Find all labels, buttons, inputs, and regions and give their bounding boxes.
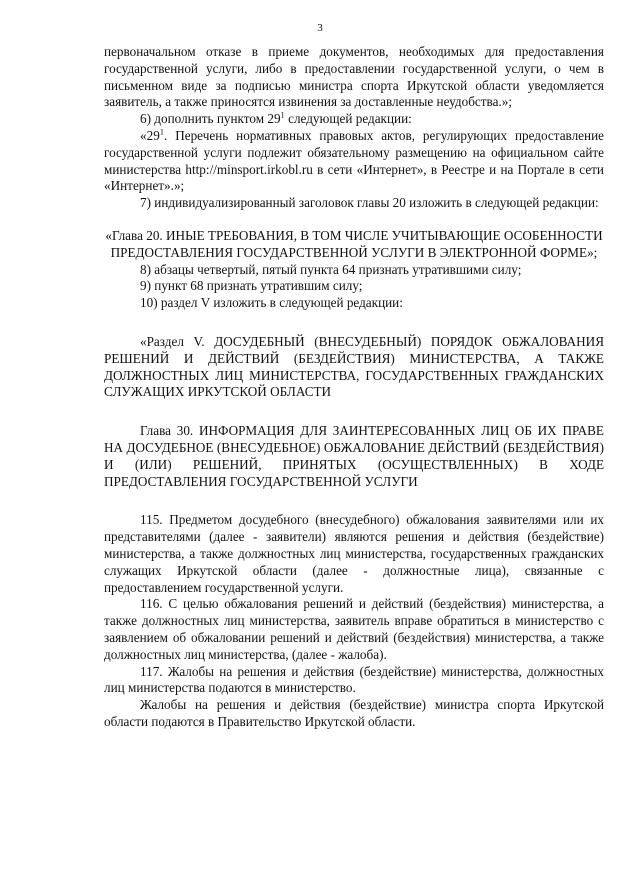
item-6-text-end: следующей редакции: (284, 111, 412, 127)
paragraph-complaints-government: Жалобы на решения и действия (бездействие) министра спорта Иркутской области подаются в Правительство Иркутской области. (104, 697, 604, 729)
heading-section-5: «Раздел V. ДОСУДЕБНЫЙ (ВНЕСУДЕБНЫЙ) ПОРЯДОК ОБЖАЛОВАНИЯ РЕШЕНИЙ И ДЕЙСТВИЙ (БЕЗДЕЙСТВИЯ) МИНИСТЕРСТВА, А ТАКЖЕ ДОЛЖНОСТНЫХ ЛИЦ МИНИСТЕРСТВА, ГОСУДАРСТВЕННЫХ ГРАЖДАНСКИХ СЛУЖАЩИХ ИРКУТСКОЙ ОБЛАСТИ (104, 333, 604, 400)
paragraph-point-116: 116. С целью обжалования решений и действий (бездействия) министерства, а также должностных лиц министерства, заявитель вправе обратиться в министерство с заявлением об обжаловании решений и действий (бездействия) министерства, а также должностных лиц министерства, (далее - жалоба). (104, 596, 604, 662)
item-6-text: 6) дополнить пунктом 29 (140, 111, 281, 127)
point-29-superscript: 1 (159, 126, 165, 137)
paragraph-point-29-1 (104, 128, 604, 195)
heading-chapter-20: «Глава 20. ИНЫЕ ТРЕБОВАНИЯ, В ТОМ ЧИСЛЕ УЧИТЫВАЮЩИЕ ОСОБЕННОСТИ ПРЕДОСТАВЛЕНИЯ ГОСУДАРСТВЕННОЙ УСЛУГИ В ЭЛЕКТРОННОЙ ФОРМЕ»; (105, 227, 603, 260)
paragraph-point-115: 115. Предметом досудебного (внесудебного) обжалования заявителями или их представителями (далее - заявители) являются решения и действия (бездействие) министерства, а также должностных лиц министерства, государственных гражданских служащих Иркутской области (далее - должностные лица), связанные с предоставлением государственной услуги. (104, 512, 604, 595)
document-body (104, 44, 604, 731)
paragraph-point-117: 117. Жалобы на решения и действия (бездействие) министерства, должностных лиц министерства подаются в министерство. (104, 663, 604, 696)
paragraph-item-8: 8) абзацы четвертый, пятый пункта 64 признать утратившими силу; (140, 261, 522, 277)
heading-chapter-30: Глава 30. ИНФОРМАЦИЯ ДЛЯ ЗАИНТЕРЕСОВАННЫХ ЛИЦ ОБ ИХ ПРАВЕ НА ДОСУДЕБНОЕ (ВНЕСУДЕБНОЕ) ОБЖАЛОВАНИЕ ДЕЙСТВИЙ (БЕЗДЕЙСТВИЯ) И (ИЛИ) РЕШЕНИЙ, ПРИНЯТЫХ (ОСУЩЕСТВЛЕННЫХ) В ХОДЕ ПРЕДОСТАВЛЕНИЯ ГОСУДАРСТВЕННОЙ УСЛУГИ (104, 423, 604, 489)
page-number: 3 (317, 22, 323, 34)
paragraph-item-9: 9) пункт 68 признать утратившим силу; (140, 278, 363, 294)
point-29-text-end: . Перечень нормативных правовых актов, регулирующих предоставление государственной услуги подлежит обязательному размещению на официальном сайте министерства http://minsport.irkobl.ru в сети «Интернет», в Реестре и на Портале в сети «Интернет».»; (104, 127, 604, 194)
paragraph-item-7: 7) индивидуализированный заголовок главы 20 изложить в следующей редакции: (140, 195, 599, 211)
paragraph-item-6 (104, 111, 604, 128)
item-6-superscript: 1 (280, 109, 285, 120)
paragraph-refusal-notice: первоначальном отказе в приеме документов, необходимых для предоставления государственной услуги, либо в предоставлении государственной услуги, о чем в письменном виде за подписью министра спорта Иркутской области уведомляется заявитель, а также приносятся извинения за доставленные неудобства.»; (104, 44, 604, 110)
point-29-text: «29 (140, 127, 160, 143)
paragraph-item-10: 10) раздел V изложить в следующей редакции: (140, 295, 403, 311)
